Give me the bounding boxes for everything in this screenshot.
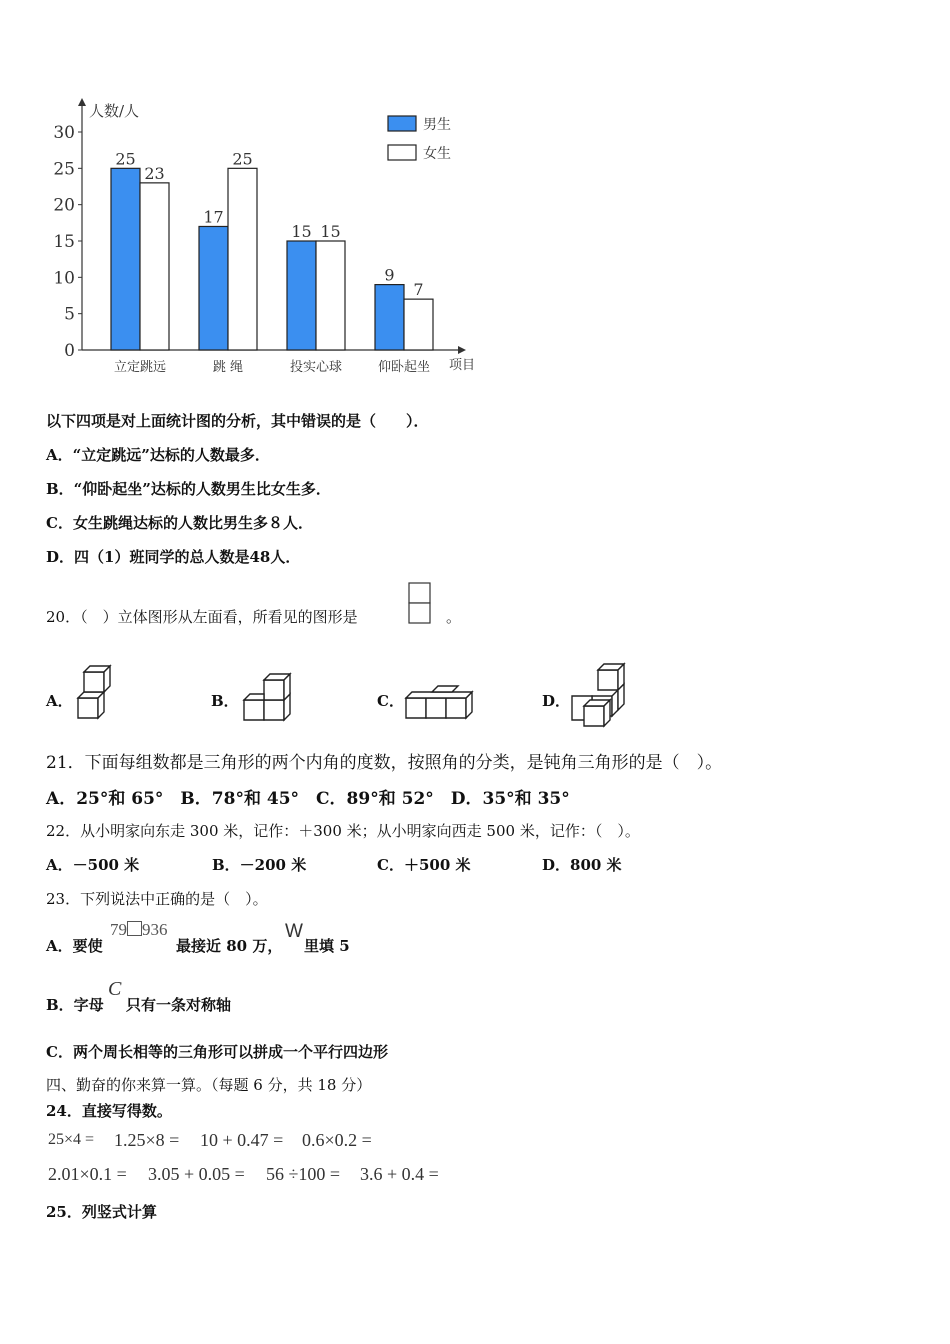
- q23-number-left: 79: [110, 920, 127, 939]
- q23-option-a-suffix: 里填 5: [304, 937, 350, 955]
- y-axis-label: 人数/人: [89, 102, 140, 120]
- q20-option-d-label: D．: [542, 692, 571, 710]
- q23-number: [110, 920, 168, 940]
- x-category-label: 立定跳远: [113, 360, 167, 375]
- bar-value-label: 23: [144, 163, 165, 183]
- chart-legend: [388, 116, 451, 162]
- calc-4: 0.6×0.2 =: [302, 1130, 372, 1150]
- x-category-label: 跳 绳: [212, 360, 244, 375]
- q19-option-a: A．“立定跳远”达标的人数最多．: [46, 446, 270, 464]
- bar-男生-2: [287, 241, 316, 350]
- calc-6: 3.05 + 0.05 =: [148, 1164, 245, 1184]
- bar-value-label: 25: [232, 149, 253, 169]
- bar-男生-0: [111, 168, 140, 350]
- q20-stem-suffix: 。: [446, 608, 462, 626]
- q22-stem: 22．从小明家向东走 300 米，记作：＋300 米；从小明家向西走 500 米，记作：（ ）。: [46, 822, 640, 840]
- legend-label-1: 女生: [423, 146, 451, 162]
- bar-女生-2: [316, 241, 345, 350]
- q23-option-a-mid: 最接近 80 万，: [176, 937, 283, 955]
- y-tick-label: 30: [53, 123, 75, 143]
- cube-stack-d-icon: [570, 660, 634, 728]
- q23-stem: 23．下列说法中正确的是（ ）。: [46, 890, 268, 908]
- q19-option-d: D．四（1）班同学的总人数是48人．: [46, 548, 301, 566]
- y-tick-label: 20: [53, 195, 75, 216]
- calc-7: 56 ÷100 =: [266, 1164, 341, 1184]
- blank-box-icon: [127, 921, 142, 936]
- y-axis-arrow-icon: [78, 98, 86, 106]
- q23-option-b-prefix: B．字母: [46, 996, 104, 1014]
- cube-stack-b-icon: [242, 670, 296, 724]
- bar-value-label: 15: [320, 222, 341, 241]
- legend-swatch-0: [388, 116, 416, 131]
- section4-title: 四、勤奋的你来算一算。（每题 6 分，共 18 分）: [46, 1076, 372, 1094]
- q22-option-b: B．－200 米: [212, 856, 307, 874]
- q20-option-a-label: A．: [46, 692, 73, 710]
- q21-options: A．25°和 65° B．78°和 45° C．89°和 52° D．35°和 35°: [46, 789, 570, 809]
- legend-swatch-1: [388, 145, 416, 160]
- bar-value-label: 25: [115, 149, 136, 169]
- x-axis-label: 项目: [449, 358, 476, 373]
- q23-w-letter: W: [285, 921, 303, 942]
- bar-女生-1: [228, 168, 257, 350]
- bar-value-label: 7: [413, 280, 424, 300]
- calc-1: 25×4 =: [48, 1131, 95, 1148]
- y-tick-label: 25: [53, 159, 75, 180]
- q22-option-a: A．－500 米: [46, 856, 140, 874]
- q19-option-c: C．女生跳绳达标的人数比男生多８人．: [46, 514, 313, 532]
- two-stacked-squares-icon: [408, 582, 432, 626]
- q19-stem: 以下四项是对上面统计图的分析，其中错误的是（ ）．: [46, 412, 429, 430]
- x-axis-arrow-icon: [458, 346, 466, 354]
- cube-stack-a-icon: [76, 660, 116, 722]
- chart-bars: [111, 168, 433, 350]
- q24-stem: 24．直接写得数。: [46, 1102, 172, 1120]
- q25-stem: 25．列竖式计算: [46, 1203, 157, 1221]
- bar-男生-1: [199, 226, 228, 350]
- calc-2: 1.25×8 =: [114, 1130, 180, 1150]
- x-category-label: 仰卧起坐: [377, 360, 431, 375]
- y-tick-label: 15: [53, 232, 75, 252]
- q23-option-b-suffix: 只有一条对称轴: [126, 996, 232, 1014]
- q23-letter-c: C: [108, 978, 122, 1000]
- bar-value-label: 15: [291, 222, 312, 241]
- q22-option-c: C．＋500 米: [377, 856, 471, 874]
- q20-option-c-label: C．: [377, 692, 404, 710]
- q21-stem: 21．下面每组数都是三角形的两个内角的度数，按照角的分类，是钝角三角形的是（ ）。: [46, 753, 723, 773]
- y-tick-label: 0: [64, 341, 75, 361]
- bar-女生-3: [404, 299, 433, 350]
- bar-女生-0: [140, 183, 169, 350]
- q20-option-b-label: B．: [211, 692, 239, 710]
- bar-男生-3: [375, 285, 404, 350]
- bar-value-label: 9: [384, 265, 395, 285]
- q23-option-c: C．两个周长相等的三角形可以拼成一个平行四边形: [46, 1043, 388, 1061]
- x-category-label: 投实心球: [289, 360, 343, 375]
- calc-3: 10 + 0.47 =: [200, 1130, 284, 1150]
- legend-label-0: 男生: [423, 117, 451, 133]
- q23-number-right: 936: [142, 920, 168, 939]
- q23-option-a-prefix: A．要使: [46, 937, 103, 955]
- bar-value-label: 17: [203, 207, 224, 227]
- cube-row-c-icon: [404, 682, 478, 724]
- bar-chart: [0, 0, 950, 400]
- y-tick-label: 10: [53, 268, 75, 289]
- q22-option-d: D．800 米: [542, 856, 622, 874]
- calc-8: 3.6 + 0.4 =: [360, 1164, 439, 1184]
- q19-option-b: B．“仰卧起坐”达标的人数男生比女生多．: [46, 480, 331, 498]
- y-tick-label: 5: [64, 304, 75, 325]
- q20-stem: 20．（ ）立体图形从左面看，所看见的图形是: [46, 608, 358, 626]
- calc-5: 2.01×0.1 =: [48, 1164, 127, 1184]
